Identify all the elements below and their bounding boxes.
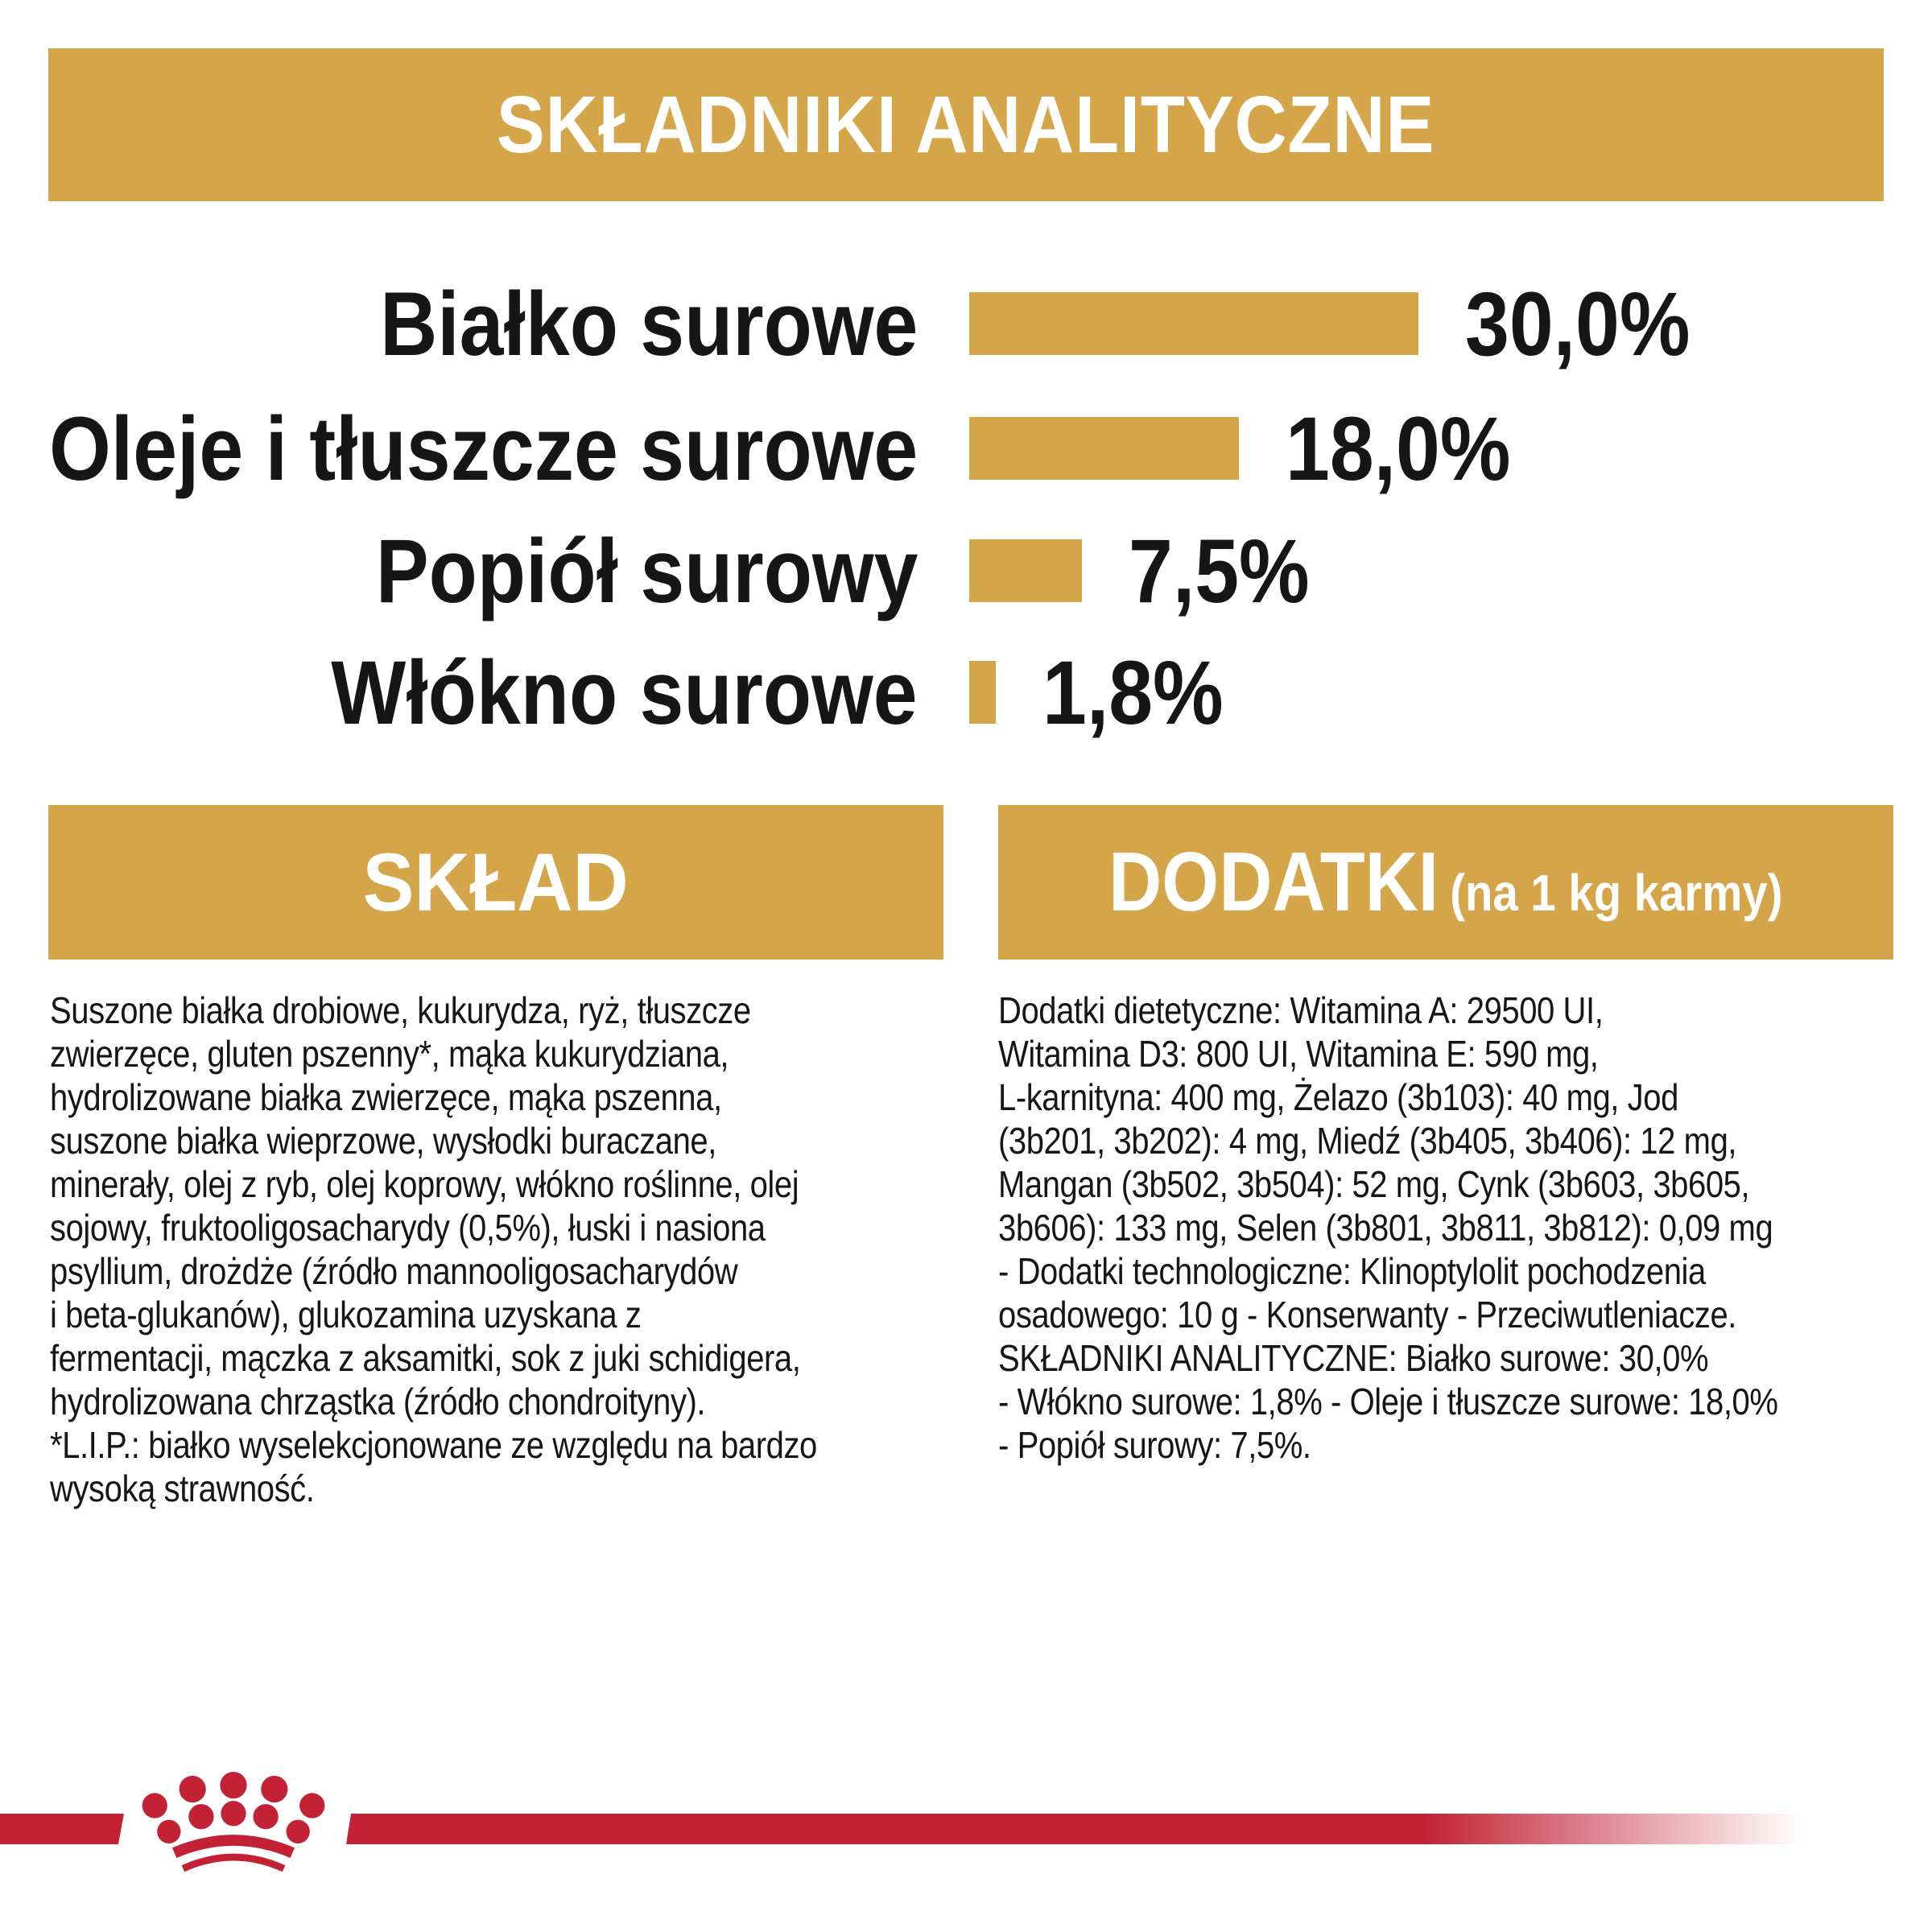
text-line: hydrolizowana chrząstka (źródło chondroityny). <box>50 1381 706 1422</box>
crown-base-arcs <box>175 1840 293 1868</box>
chart-row <box>0 386 1932 511</box>
text-line: psyllium, drożdże (źródło mannooligosacharydów <box>50 1250 738 1292</box>
bar-value <box>1465 261 1721 386</box>
composition-title: SKŁAD <box>362 836 630 928</box>
bar-category-label <box>0 386 918 511</box>
bar-category-label <box>0 508 918 634</box>
bar-category-label <box>0 630 918 755</box>
analytical-chart <box>0 0 1932 773</box>
additives-text <box>998 989 1932 1467</box>
chart-row <box>0 261 1932 386</box>
royal-canin-crown-icon <box>138 1771 328 1877</box>
text-line: L-karnityna: 400 mg, Żelazo (3b103): 40 mg, Jod <box>998 1076 1678 1118</box>
text-line: 3b606): 133 mg, Selen (3b801, 3b811, 3b812): 0,09 mg <box>998 1207 1773 1249</box>
banner-title: SKŁADNIKI ANALITYCZNE <box>497 79 1435 170</box>
additives-subtitle: (na 1 kg karmy) <box>1450 863 1783 922</box>
text-line: zwierzęce, gluten pszenny*, mąka kukurydziana, <box>50 1033 729 1075</box>
chart-row <box>0 508 1932 634</box>
bar-value-text: 18,0% <box>1285 398 1511 499</box>
text-line: (3b201, 3b202): 4 mg, Miedź (3b405, 3b406): 12 mg, <box>998 1120 1737 1162</box>
text-line: Mangan (3b502, 3b504): 52 mg, Cynk (3b603, 3b605, <box>998 1163 1750 1205</box>
text-line: Dodatki dietetyczne: Witamina A: 29500 UI, <box>998 989 1604 1031</box>
bar-category-text: Popiół surowy <box>375 520 918 621</box>
bar-category-label <box>0 261 918 386</box>
bar-category-text: Białko surowe <box>379 273 918 374</box>
bar-value <box>1286 386 1542 511</box>
text-line: i beta-glukanów), glukozamina uzyskana z <box>50 1294 642 1335</box>
bar-value <box>1129 508 1334 634</box>
text-line: osadowego: 10 g - Konserwanty - Przeciwutleniacze. <box>998 1294 1736 1335</box>
bar-category-text: Oleje i tłuszcze surowe <box>48 398 918 499</box>
bar <box>969 539 1082 602</box>
text-line: fermentacji, mączka z aksamitki, sok z juki schidigera, <box>50 1337 801 1379</box>
bar-value-text: 1,8% <box>1042 642 1224 743</box>
composition-text <box>50 989 968 1510</box>
text-line: sojowy, fruktooligosacharydy (0,5%), łuski i nasiona <box>50 1207 766 1249</box>
text-line: wysoką strawność. <box>50 1468 315 1509</box>
bar-value <box>1042 630 1248 755</box>
additives-header <box>998 805 1893 960</box>
bar <box>969 417 1239 480</box>
text-line: - Włókno surowe: 1,8% - Oleje i tłuszcze surowe: 18,0% <box>998 1381 1778 1422</box>
bar-value-text: 7,5% <box>1128 520 1310 621</box>
text-line: - Dodatki technologiczne: Klinoptylolit pochodzenia <box>998 1250 1706 1292</box>
bar <box>969 292 1418 355</box>
composition-header <box>48 805 943 960</box>
footer-stripe-right <box>346 1814 1803 1844</box>
bar-category-text: Włókno surowe <box>331 642 918 743</box>
text-line: - Popiół surowy: 7,5%. <box>998 1424 1311 1466</box>
text-line: SKŁADNIKI ANALITYCZNE: Białko surowe: 30,0% <box>998 1337 1709 1379</box>
chart-row <box>0 630 1932 755</box>
text-line: hydrolizowane białka zwierzęce, mąka pszenna, <box>50 1076 722 1118</box>
additives-title-group <box>1108 835 1782 931</box>
text-line: Suszone białka drobiowe, kukurydza, ryż, tłuszcze <box>50 989 751 1031</box>
text-line: *L.I.P.: białko wyselekcjonowane ze względu na bardzo <box>50 1424 817 1466</box>
crown-jewels <box>142 1772 325 1843</box>
text-line: Witamina D3: 800 UI, Witamina E: 590 mg, <box>998 1033 1599 1075</box>
bar-value-text: 30,0% <box>1465 273 1690 374</box>
additives-title: DODATKI <box>1108 835 1439 929</box>
bar <box>969 661 996 724</box>
footer-stripe-left <box>0 1814 124 1844</box>
text-line: suszone białka wieprzowe, wysłodki buraczane, <box>50 1120 716 1162</box>
text-line: minerały, olej z ryb, olej koprowy, włókno roślinne, olej <box>50 1163 799 1205</box>
